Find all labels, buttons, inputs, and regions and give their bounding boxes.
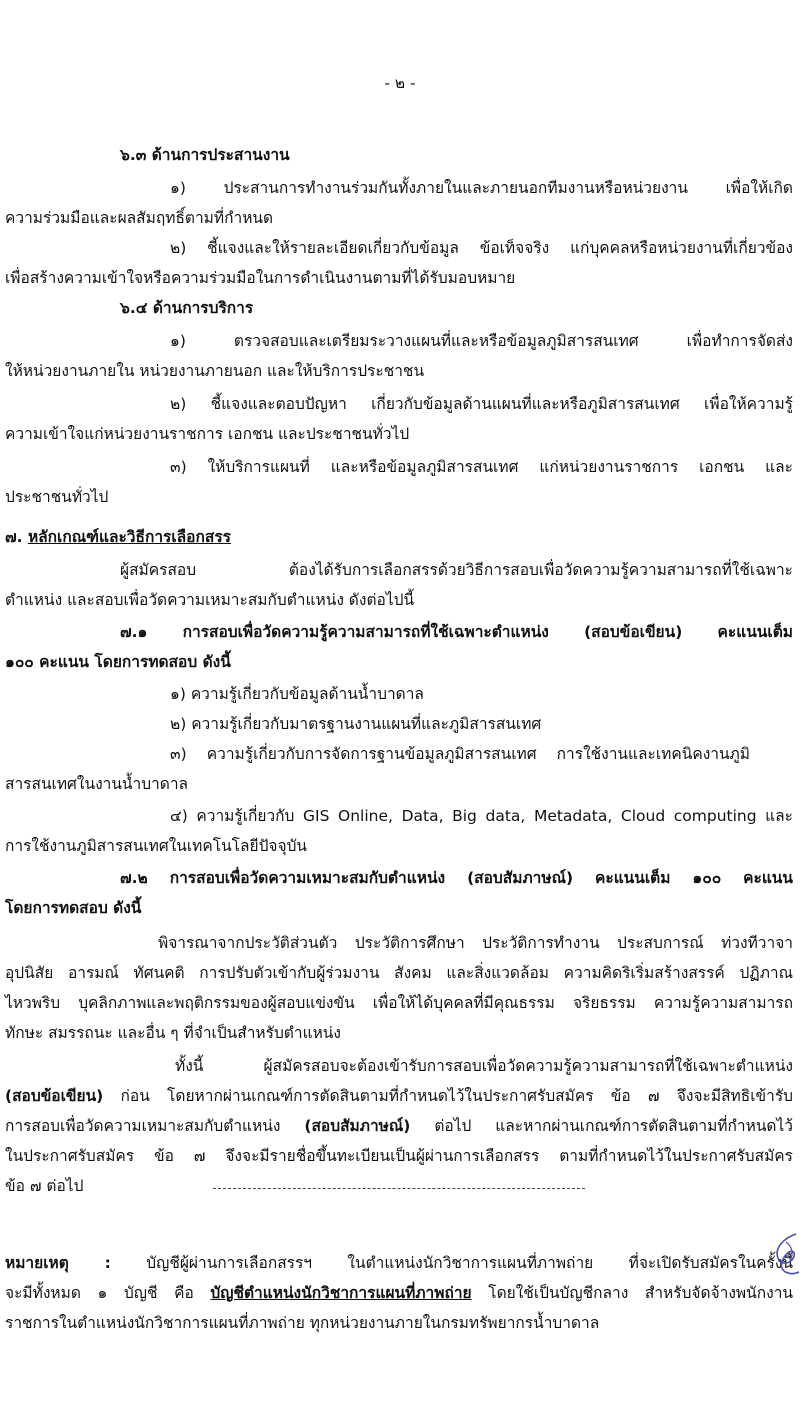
s71-heading-line1: ๗.๑ การสอบเพื่อวัดความรู้ความสามารถที่ใช้เฉพาะตำแหน่ง (สอบข้อเขียน) คะแนนเต็ม [120, 623, 793, 641]
s71-item3-line2: สารสนเทศในงานน้ำบาดาล [5, 775, 189, 793]
note-line2 [5, 1283, 793, 1303]
s72-para2-line3-post: ต่อไป และหากผ่านเกณฑ์การตัดสินตามที่กำหนดไว้ [410, 1117, 793, 1135]
written-exam-label: (สอบข้อเขียน) [5, 1087, 104, 1105]
s63-item1-line1: ๑) ประสานการทำงานร่วมกันทั้งภายในและภายนอกทีมงานหรือหน่วยงาน เพื่อให้เกิด [170, 179, 793, 197]
s64-item3-line1: ๓) ให้บริการแผนที่ และหรือข้อมูลภูมิสารสนเทศ แก่หน่วยงานราชการ เอกชน และ [170, 458, 793, 476]
s63-item1-line2: ความร่วมมือและผลสัมฤทธิ์ตามที่กำหนด [5, 209, 274, 227]
s72-para2-line3-pre: การสอบเพื่อวัดความเหมาะสมกับตำแหน่ง [5, 1117, 305, 1135]
s64-item2-line2: ความเข้าใจแก่หน่วยงานราชการ เอกชน และประชาชนทั่วไป [5, 425, 410, 443]
note-line2-pre: จะมีทั้งหมด ๑ บัญชี คือ [5, 1284, 211, 1302]
s64-item1-line1: ๑) ตรวจสอบและเตรียมระวางแผนที่และหรือข้อมูลภูมิสารสนเทศ เพื่อทำการจัดส่ง [170, 332, 793, 350]
note-label: หมายเหตุ : [5, 1254, 111, 1272]
s72-para2-line1: ทั้งนี้ ผู้สมัครสอบจะต้องเข้ารับการสอบเพื่อวัดความรู้ความสามารถที่ใช้เฉพาะตำแหน่ง [175, 1057, 793, 1075]
s72-para1-line3: ไหวพริบ บุคลิกภาพและพฤติกรรมของผู้สอบแข่งขัน เพื่อให้ได้บุคคลที่มีคุณธรรม จริยธรรม ความรู้ความสามารถ [5, 994, 793, 1012]
s71-heading-line2: ๑๐๐ คะแนน โดยการทดสอบ ดังนี้ [5, 653, 231, 671]
s72-para1-line1: พิจารณาจากประวัติส่วนตัว ประวัติการศึกษา ประวัติการทำงาน ประสบการณ์ ท่วงทีวาจา [158, 934, 793, 952]
s71-item4-line2: การใช้งานภูมิสารสนเทศในเทคโนโลยีปัจจุบัน [5, 837, 308, 855]
s64-item2-line1: ๒) ชี้แจงและตอบปัญหา เกี่ยวกับข้อมูลด้านแผนที่และหรือภูมิสารสนเทศ เพื่อให้ความรู้ [170, 395, 793, 413]
note-line3: ราชการในตำแหน่งนักวิชาการแผนที่ภาพถ่าย ทุกหน่วยงานภายในกรมทรัพยากรน้ำบาดาล [5, 1314, 600, 1332]
s71-item3-line1: ๓) ความรู้เกี่ยวกับการจัดการฐานข้อมูลภูมิสารสนเทศ การใช้งานและเทคนิคงานภูมิ [170, 745, 750, 763]
s71-item4-line1: ๔) ความรู้เกี่ยวกับ GIS Online, Data, Big data, Metadata, Cloud computing และ [170, 807, 793, 825]
signature-mark [766, 1228, 800, 1280]
s64-item3-line2: ประชาชนทั่วไป [5, 488, 109, 506]
s72-para2-line5: ข้อ ๗ ต่อไป [5, 1177, 84, 1195]
s72-para2-line4: ในประกาศรับสมัคร ข้อ ๗ จึงจะมีรายชื่อขึ้นทะเบียนเป็นผู้ผ่านการเลือกสรร ตามที่กำหนดไว้ในประกาศรับสมัคร [5, 1147, 793, 1165]
s71-item2: ๒) ความรู้เกี่ยวกับมาตรฐานงานแผนที่และภูมิสารสนเทศ [170, 715, 542, 733]
note-line1 [5, 1253, 793, 1273]
page-number: - ๒ - [384, 74, 416, 92]
s64-item1-line2: ให้หน่วยงานภายใน หน่วยงานภายนอก และให้บริการประชาชน [5, 362, 425, 380]
s72-para2-line2-text: ก่อน โดยหากผ่านเกณฑ์การตัดสินตามที่กำหนดไว้ในประกาศรับสมัคร ข้อ ๗ จึงจะมีสิทธิเข้ารับ [103, 1087, 793, 1105]
s7-intro-line2: ตำแหน่ง และสอบเพื่อวัดความเหมาะสมกับตำแหน่ง ดังต่อไปนี้ [5, 591, 415, 609]
interview-label: (สอบสัมภาษณ์) [304, 1117, 411, 1135]
section-7-title: หลักเกณฑ์และวิธีการเลือกสรร [27, 528, 231, 546]
account-name: บัญชีตำแหน่งนักวิชาการแผนที่ภาพถ่าย [210, 1284, 472, 1302]
dashed-divider [213, 1188, 585, 1189]
s72-para1-line4: ทักษะ สมรรถนะ และอื่น ๆ ที่จำเป็นสำหรับตำแหน่ง [5, 1024, 341, 1042]
section-6-3-heading: ๖.๓ ด้านการประสานงาน [120, 146, 290, 164]
s72-para1-line2: อุปนิสัย อารมณ์ ทัศนคติ การปรับตัวเข้ากับผู้ร่วมงาน สังคม และสิ่งแวดล้อม ความคิดริเริ่มสร้างสรรค์ ปฏิภาณ [5, 964, 793, 982]
section-6-4-heading: ๖.๔ ด้านการบริการ [120, 299, 254, 317]
s72-heading-line1: ๗.๒ การสอบเพื่อวัดความเหมาะสมกับตำแหน่ง (สอบสัมภาษณ์) คะแนนเต็ม ๑๐๐ คะแนน [120, 869, 793, 887]
s72-para2-line3 [5, 1116, 793, 1136]
s63-item2-line2: เพื่อสร้างความเข้าใจหรือความร่วมมือในการดำเนินงานตามที่ได้รับมอบหมาย [5, 269, 516, 287]
note-line1-text: บัญชีผู้ผ่านการเลือกสรรฯ ในตำแหน่งนักวิชาการแผนที่ภาพถ่าย ที่จะเปิดรับสมัครในครั้งนี้ [110, 1254, 794, 1272]
section-7-heading [5, 527, 405, 547]
s72-para2-line2 [5, 1086, 793, 1106]
s71-item1: ๑) ความรู้เกี่ยวกับข้อมูลด้านน้ำบาดาล [170, 685, 424, 703]
s7-intro-line1: ผู้สมัครสอบ ต้องได้รับการเลือกสรรด้วยวิธีการสอบเพื่อวัดความรู้ความสามารถที่ใช้เฉพาะ [120, 561, 793, 579]
section-7-number: ๗. [5, 528, 23, 546]
note-line2-post: โดยใช้เป็นบัญชีกลาง สำหรับจัดจ้างพนักงาน [471, 1284, 793, 1302]
s72-heading-line2: โดยการทดสอบ ดังนี้ [5, 899, 142, 917]
s63-item2-line1: ๒) ชี้แจงและให้รายละเอียดเกี่ยวกับข้อมูล ข้อเท็จจริง แก่บุคคลหรือหน่วยงานที่เกี่ยวข้อง [170, 239, 793, 257]
